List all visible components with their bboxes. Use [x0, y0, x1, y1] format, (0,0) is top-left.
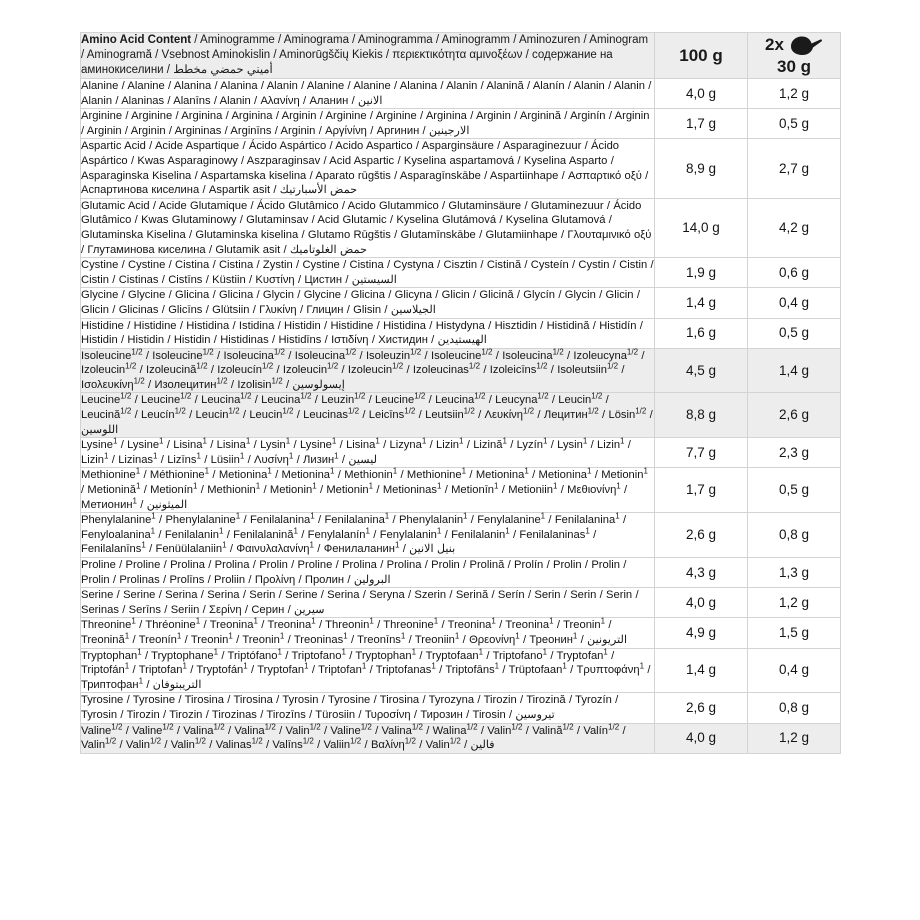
table-row — [81, 558, 841, 588]
value-per-100g: 1,4 g — [655, 288, 748, 318]
amino-acid-names: Arginine / Arginine / Arginina / Arginina / Arginin / Arginine / Arginine / Arginina / Arginin / Arginină / Arginín / Arginin / Arginin / Arginin / Argininas / Arginīns / Arginin / Αργίνίνη / Аргинин / الارجينين — [81, 109, 655, 139]
value-per-serving: 0,5 g — [748, 468, 841, 513]
amino-acid-names: Glutamic Acid / Acide Glutamique / Ácido Glutâmico / Acido Glutammico / Glutaminsäure / Glutaminezuur / Ácido Glutâmico / Kwas Glutaminowy / Glutaminsav / Acid Glutamic / Kyselina Glutámová / Kyselina Glutamová / Glutaminska Kiselina / Glutaminska kiselina / Glutamo Rūgštis / Glutamīnskābe / Glutamiinhape / Γλουταμινικό οξύ / Глутаминова киселина / Glutamik asit / حمض الغلوتاميك — [81, 198, 655, 257]
table-row — [81, 588, 841, 618]
value-per-100g: 4,3 g — [655, 558, 748, 588]
header-serving-row — [748, 34, 840, 56]
value-per-serving: 2,6 g — [748, 393, 841, 438]
amino-acid-names: Isoleucine$^{1/2}$ / Isoleucine$^{1/2}$ / Isoleucina$^{1/2}$ / Isoleucina$^{1/2}$ / Isoleuzin$^{1/2}$ / Isoleucine$^{1/2}$ / Isoleucina$^{1/2}$ / Izoleucyna$^{1/2}$ / Izoleucin$^{1/2}$ / Izoleucină$^{1/2}$ / Izoleucín$^{1/2}$ / Izoleucin$^{1/2}$ / Izoleucin$^{1/2}$ / Izoleucinas$^{1/2}$ / Izoleicīns$^{1/2}$ / Isoleutsiin$^{1/2}$ / Ισολευκίνη$^{1/2}$ / Изолецитин$^{1/2}$ / Izolisin$^{1/2}$ / إيسولوسين — [81, 348, 655, 393]
scoop-icon — [789, 34, 823, 56]
value-per-100g: 8,9 g — [655, 139, 748, 198]
value-per-serving: 0,8 g — [748, 693, 841, 723]
value-per-100g: 7,7 g — [655, 438, 748, 468]
header-row — [81, 33, 841, 79]
value-per-100g: 4,0 g — [655, 723, 748, 753]
value-per-serving: 1,3 g — [748, 558, 841, 588]
value-per-serving: 0,4 g — [748, 648, 841, 693]
table-row — [81, 198, 841, 257]
value-per-100g: 4,0 g — [655, 588, 748, 618]
table-row — [81, 618, 841, 648]
header-serving-label: 30 g — [776, 56, 812, 76]
value-per-100g: 14,0 g — [655, 198, 748, 257]
value-per-serving: 0,6 g — [748, 258, 841, 288]
amino-acid-names: Lysine$^1$ / Lysine$^1$ / Lisina$^1$ / Lisina$^1$ / Lysin$^1$ / Lysine$^1$ / Lisina$^1$ / Lizyna$^1$ / Lizin$^1$ / Lizină$^1$ / Lyzín$^1$ / Lysin$^1$ / Lizin$^1$ / Lizin$^1$ / Lizinas$^1$ / Lizīns$^1$ / Lüsiin$^1$ / Λυσίνη$^1$ / Лизин$^1$ / ليسين — [81, 438, 655, 468]
amino-acid-names: Phenylalanine$^1$ / Phenylalanine$^1$ / Fenilalanina$^1$ / Fenilalanina$^1$ / Phenylalanin$^1$ / Fenylalanine$^1$ / Fenilalanina$^1$ / Fenyloalanina$^1$ / Fenilalanin$^1$ / Fenilalanină$^1$ / Fenylalanín$^1$ / Fenylalanin$^1$ / Fenilalanin$^1$ / Fenilalaninas$^1$ / Fenilalanīns$^1$ / Fenüülalaniin$^1$ / Φαινυλαλανίνη$^1$ / Фенилаланин$^1$ / بنيل الانين — [81, 513, 655, 558]
value-per-serving: 1,2 g — [748, 723, 841, 753]
value-per-100g: 4,0 g — [655, 79, 748, 109]
table-row — [81, 79, 841, 109]
value-per-serving: 0,5 g — [748, 318, 841, 348]
amino-acid-names: Glycine / Glycine / Glicina / Glicina / Glycin / Glycine / Glicina / Glicyna / Glicin / Glicină / Glycín / Glycin / Glicin / Glicin / Glicinas / Glicīns / Glütsiin / Γλυκίνη / Глицин / Glisin / الجيلاسين — [81, 288, 655, 318]
table-row — [81, 348, 841, 393]
value-per-100g: 8,8 g — [655, 393, 748, 438]
amino-acid-names: Tyrosine / Tyrosine / Tirosina / Tirosina / Tyrosin / Tyrosine / Tirosina / Tyrozyna / Tirozin / Tirozină / Tyrozín / Tyrosin / Tirozin / Tirozin / Tirozinas / Tirozīns / Türosiin / Τυροσίνη / Тирозин / Tirosin / تيروسين — [81, 693, 655, 723]
amino-acid-names: Tryptophan$^1$ / Tryptophane$^1$ / Triptófano$^1$ / Triptofano$^1$ / Tryptophan$^1$ / Tryptofaan$^1$ / Triptofano$^1$ / Tryptofan$^1$ / Triptofán$^1$ / Triptofan$^1$ / Tryptofán$^1$ / Tryptofan$^1$ / Triptofan$^1$ / Triptofanas$^1$ / Triptofāns$^1$ / Trüptofaan$^1$ / Τρυπτοφάνη$^1$ / Триптофан$^1$ / التريبتوفان — [81, 648, 655, 693]
header-lead-label: Amino Acid Content — [81, 34, 192, 46]
amino-acid-names: Alanine / Alanine / Alanina / Alanina / Alanin / Alanine / Alanine / Alanina / Alanin / Alanină / Alanín / Alanin / Alanin / Alanin / Alaninas / Alanīns / Alanin / Αλανίνη / Аланин / الانين — [81, 79, 655, 109]
header-serving-multiplier: 2x — [765, 34, 784, 54]
value-per-100g: 4,5 g — [655, 348, 748, 393]
value-per-100g: 4,9 g — [655, 618, 748, 648]
table-row — [81, 468, 841, 513]
value-per-serving: 0,8 g — [748, 513, 841, 558]
value-per-serving: 1,5 g — [748, 618, 841, 648]
amino-acid-names: Proline / Proline / Prolina / Prolina / Prolin / Proline / Prolina / Prolina / Prolin / Prolină / Prolín / Prolin / Prolin / Prolin / Prolinas / Prolīns / Proliin / Προλίνη / Пролин / البرولين — [81, 558, 655, 588]
value-per-100g: 1,6 g — [655, 318, 748, 348]
amino-acid-names: Methionine$^1$ / Méthionine$^1$ / Metionina$^1$ / Metionina$^1$ / Methionin$^1$ / Methionine$^1$ / Metionina$^1$ / Metionina$^1$ / Metionin$^1$ / Metionină$^1$ / Metionín$^1$ / Methionin$^1$ / Metionin$^1$ / Metionin$^1$ / Metioninas$^1$ / Metionīn$^1$ / Metioniin$^1$ / Μεθιονίνη$^1$ / Метионин$^1$ / الميثونين — [81, 468, 655, 513]
table-row — [81, 723, 841, 753]
amino-acid-names: Aspartic Acid / Acide Aspartique / Ácido Aspártico / Acido Aspartico / Asparginsäure / Asparaginezuur / Ácido Aspártico / Kwas Asparaginowy / Aszparaginsav / Acid Aspartic / Kyselina aspartamová / Kyselina Asparto / Asparaginska Kiselina / Aspartamska kiselina / Aparato rūgštis / Asparagīnskābe / Aspartiinhape / Ασπαρτικό οξύ / Аспартинова киселина / Aspartik asit / حمض الأسبارتيك — [81, 139, 655, 198]
table-row — [81, 648, 841, 693]
amino-acid-names: Leucine$^{1/2}$ / Leucine$^{1/2}$ / Leucina$^{1/2}$ / Leucina$^{1/2}$ / Leuzin$^{1/2}$ / Leucine$^{1/2}$ / Leucina$^{1/2}$ / Leucyna$^{1/2}$ / Leucin$^{1/2}$ / Leucină$^{1/2}$ / Leucín$^{1/2}$ / Leucin$^{1/2}$ / Leucin$^{1/2}$ / Leucinas$^{1/2}$ / Leicīns$^{1/2}$ / Leutsiin$^{1/2}$ / Λευκίνη$^{1/2}$ / Лецитин$^{1/2}$ / Lösin$^{1/2}$ / اللوسين — [81, 393, 655, 438]
table-body — [81, 79, 841, 754]
table-row — [81, 258, 841, 288]
value-per-serving: 1,2 g — [748, 588, 841, 618]
value-per-serving: 4,2 g — [748, 198, 841, 257]
table-row — [81, 318, 841, 348]
value-per-100g: 1,7 g — [655, 109, 748, 139]
value-per-serving: 1,4 g — [748, 348, 841, 393]
header-per-100g-label: 100 g — [679, 45, 723, 65]
value-per-serving: 2,3 g — [748, 438, 841, 468]
value-per-serving: 0,4 g — [748, 288, 841, 318]
value-per-100g: 1,4 g — [655, 648, 748, 693]
header-translations: / Aminogramme / Aminograma / Aminogramma / Aminogramm / Aminozuren / Aminogram / Aminogramă / Vsebnost Aminokislin / Aminorūgščių Kiekis / περιεκτικότητα αμινοξέων / содержание на аминокиселини / أميني حمضي مخطط — [81, 34, 649, 76]
table-header — [81, 33, 841, 79]
value-per-serving: 0,5 g — [748, 109, 841, 139]
value-per-serving: 1,2 g — [748, 79, 841, 109]
table-row — [81, 109, 841, 139]
value-per-serving: 2,7 g — [748, 139, 841, 198]
table-row — [81, 288, 841, 318]
amino-acid-names: Valine$^{1/2}$ / Valine$^{1/2}$ / Valina$^{1/2}$ / Valina$^{1/2}$ / Valin$^{1/2}$ / Valine$^{1/2}$ / Valina$^{1/2}$ / Walina$^{1/2}$ / Valin$^{1/2}$ / Valină$^{1/2}$ / Valín$^{1/2}$ / Valin$^{1/2}$ / Valin$^{1/2}$ / Valin$^{1/2}$ / Valinas$^{1/2}$ / Valīns$^{1/2}$ / Valiin$^{1/2}$ / Βαλίνη$^{1/2}$ / Valin$^{1/2}$ / فالين — [81, 723, 655, 753]
value-per-100g: 2,6 g — [655, 693, 748, 723]
amino-acid-names: Histidine / Histidine / Histidina / Istidina / Histidin / Histidine / Histidina / Histydyna / Hisztidin / Histidină / Histidín / Histidin / Histidin / Histidin / Histidinas / Histidīns / Ιστιδίνη / Хистидин / الهيستيدين — [81, 318, 655, 348]
value-per-100g: 1,9 g — [655, 258, 748, 288]
table-row — [81, 139, 841, 198]
table-row — [81, 693, 841, 723]
value-per-100g: 1,7 g — [655, 468, 748, 513]
amino-acid-names: Serine / Serine / Serina / Serina / Serin / Serine / Serina / Seryna / Szerin / Serină / Serín / Serin / Serin / Serin / Serinas / Serīns / Seriin / Σερίνη / Серин / سيرين — [81, 588, 655, 618]
amino-acid-table — [80, 32, 841, 754]
amino-acid-names: Cystine / Cystine / Cistina / Cistina / Zystin / Cystine / Cistina / Cystyna / Cisztin / Cistină / Cysteín / Cystin / Cistin / Cistin / Cistinas / Cistīns / Küstiin / Κυστίνη / Цистин / السيستين — [81, 258, 655, 288]
amino-acid-names: Threonine$^1$ / Thréonine$^1$ / Treonina$^1$ / Treonina$^1$ / Threonin$^1$ / Threonine$^1$ / Treonina$^1$ / Treonina$^1$ / Treonin$^1$ / Treonină$^1$ / Treonín$^1$ / Treonin$^1$ / Treonin$^1$ / Treoninas$^1$ / Treonīns$^1$ / Treoniin$^1$ / Θρεονίνη$^1$ / Треонин$^1$ / التريونين — [81, 618, 655, 648]
header-per-100g — [655, 33, 748, 79]
table-row — [81, 513, 841, 558]
header-per-serving — [748, 33, 841, 79]
table-row — [81, 393, 841, 438]
table-row — [81, 438, 841, 468]
header-names-cell — [81, 33, 655, 79]
value-per-100g: 2,6 g — [655, 513, 748, 558]
